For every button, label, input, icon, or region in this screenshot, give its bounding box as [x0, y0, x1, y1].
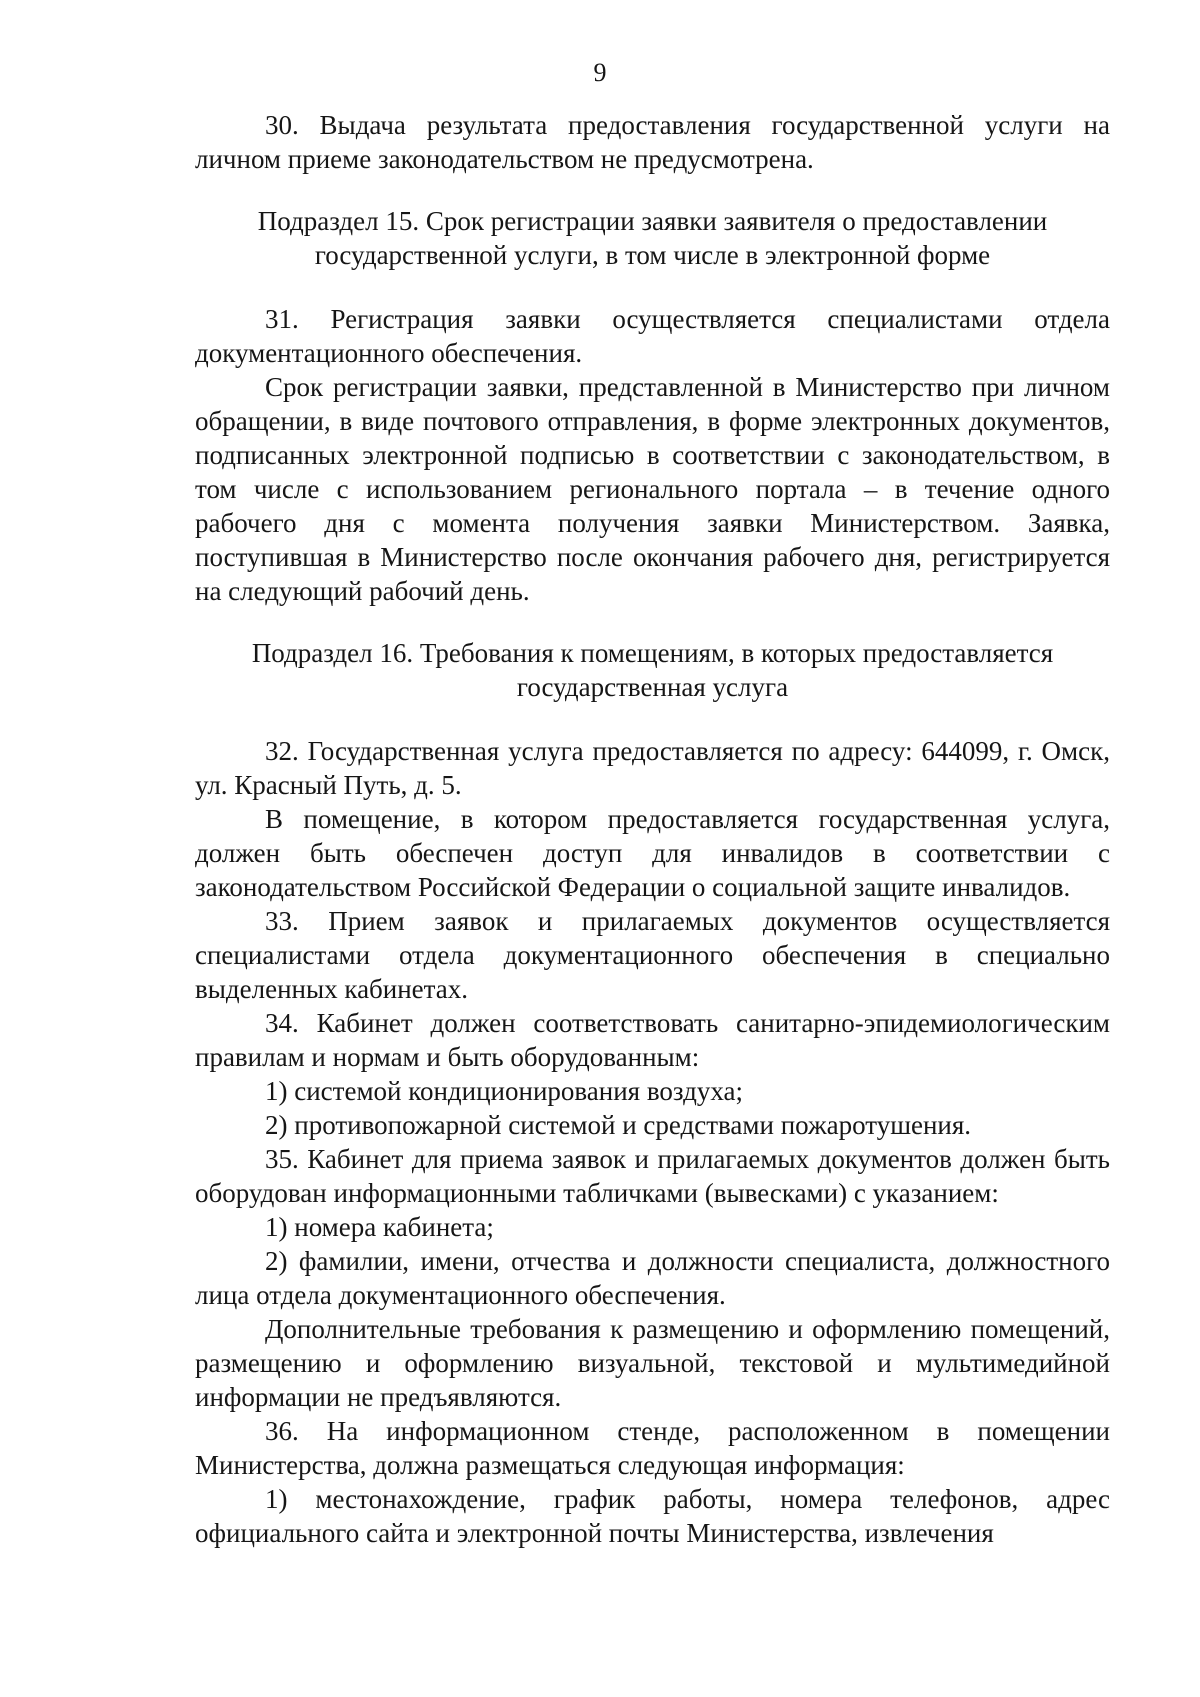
list-item: 1) номера кабинета; [265, 1212, 494, 1242]
subsection-16-heading: Подраздел 16. Требования к помещениям, в которых предоставляется государственная услуга [251, 638, 1054, 702]
paragraph-34: 34. Кабинет должен соответствовать санитарно-эпидемиологическим правилам и нормам и быть оборудованным: [195, 1008, 1110, 1072]
list-item: 1) местонахождение, график работы, номера телефонов, адрес официального сайта и электронной почты Министерства, извлечения [195, 1484, 1110, 1548]
subsection-15-heading: Подраздел 15. Срок регистрации заявки заявителя о предоставлении государственной услуги, в том числе в электронной форме [257, 206, 1048, 270]
paragraph-31-registration-term: Срок регистрации заявки, представленной в Министерство при личном обращении, в виде почтового отправления, в форме электронных документов, подписанных электронной подписью в соответствии с законодательством, в том числе с использованием регионального портала – в течение одного рабочего дня с момента получения заявки Министерством. Заявка, поступившая в Министерство после окончания рабочего дня, регистрируется на следующий рабочий день. [195, 372, 1110, 606]
paragraph-30: 30. Выдача результата предоставления государственной услуги на личном приеме законодательством не предусмотрена. [195, 110, 1110, 174]
paragraph-32-accessibility: В помещение, в котором предоставляется государственная услуга, должен быть обеспечен доступ для инвалидов в соответствии с законодательством Российской Федерации о социальной защите инвалидов. [195, 804, 1110, 902]
paragraph-35-additional: Дополнительные требования к размещению и оформлению помещений, размещению и оформлению визуальной, текстовой и мультимедийной информации не предъявляются. [195, 1314, 1110, 1412]
paragraph-36: 36. На информационном стенде, расположенном в помещении Министерства, должна размещаться следующая информация: [195, 1416, 1110, 1480]
paragraph-32: 32. Государственная услуга предоставляется по адресу: 644099, г. Омск, ул. Красный Путь, д. 5. [195, 736, 1110, 800]
paragraph-31: 31. Регистрация заявки осуществляется специалистами отдела документационного обеспечения. [195, 304, 1110, 368]
page-number: 9 [593, 58, 607, 87]
list-item: 1) системой кондиционирования воздуха; [265, 1076, 743, 1106]
list-item: 2) противопожарной системой и средствами пожаротушения. [265, 1110, 972, 1140]
list-item: 2) фамилии, имени, отчества и должности специалиста, должностного лица отдела документационного обеспечения. [195, 1246, 1110, 1310]
paragraph-33: 33. Прием заявок и прилагаемых документов осуществляется специалистами отдела документационного обеспечения в специально выделенных кабинетах. [195, 906, 1110, 1004]
document-body [195, 108, 1110, 1550]
paragraph-35: 35. Кабинет для приема заявок и прилагаемых документов должен быть оборудован информационными табличками (вывесками) с указанием: [195, 1144, 1110, 1208]
